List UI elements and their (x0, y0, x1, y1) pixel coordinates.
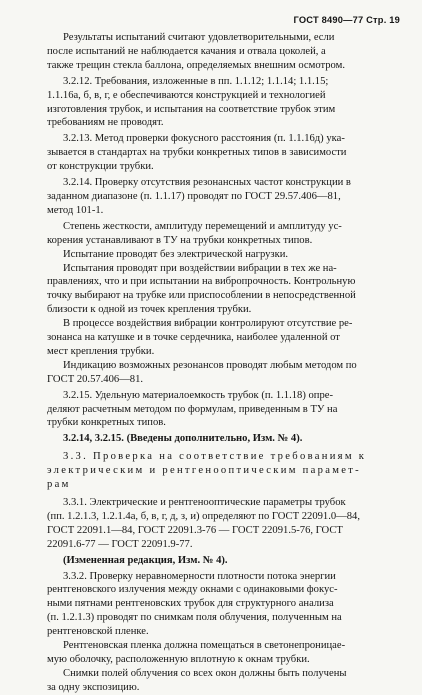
paragraph-resonance-control: В процессе воздействия вибрации контролируют отсутствие ре- зонанса на катушке и в точке сердечника, наиболее удаленной от мест крепления трубки. (47, 318, 353, 357)
paragraph-vibration-degree: Степень жесткости, амплитуду перемещений и амплитуду ус- корения устанавливают в ТУ на трубки конкретных типов. (47, 220, 342, 246)
paragraph-3-3-2: 3.3.2. Проверку неравномерности плотности потока энергии рентгеновского излучения между окнами с одинаковыми фокус- ными пятнами рентгеновских трубок для структурного анализа (п. 1.2.1.3) проводят по снимкам поля облучения, полученным на рентгеновской пленке. (47, 570, 342, 638)
amendment-note-1: 3.2.14, 3.2.15. (Введены дополнительно, Изм. № 4). (63, 433, 303, 445)
paragraph-3-2-14: 3.2.14. Проверку отсутствия резонансных частот конструкции в заданном диапазоне (п. 1.1.17) проводят по ГОСТ 29.57.406—81, метод 101-1. (47, 177, 351, 216)
document-body (47, 31, 395, 695)
paragraph-xray-film: Рентгеновская пленка должна помещаться в светонепроницае- мую оболочку, расположенную вплотную к окнам трубки. (47, 640, 346, 665)
paragraph-3-2-12: 3.2.12. Требования, изложенные в пп. 1.1.12; 1.1.14; 1.1.15; 1.1.16а, б, в, г, е обеспечиваются конструкцией и технологией изготовления трубок, и испытания на соответствие трубок этим требованиям не проводят. (47, 75, 336, 129)
paragraph-3-3-1: 3.3.1. Электрические и рентгенооптические параметры трубок (пп. 1.2.1.3, 1.2.1.4а, б, в, г, д, з, и) определяют по ГОСТ 22091.0—84, ГОСТ 22091.1—84, ГОСТ 22091.3-76 — ГОСТ 22091.5-76, ГОСТ 22091.6-77 — ГОСТ 22091.9-77. (47, 497, 361, 550)
paragraph-resonance-indication: Индикацию возможных резонансов проводят любым методом по ГОСТ 20.57.406—81. (47, 359, 357, 385)
page-header: ГОСТ 8490—77 Стр. 19 (293, 15, 400, 25)
paragraph-3-2-13: 3.2.13. Метод проверки фокусного расстояния (п. 1.1.16д) ука- зывается в стандартах на трубки конкретных типов в зависимости от конструкции трубки. (47, 133, 347, 173)
amendment-note-2: (Измененная редакция, Изм. № 4). (63, 554, 228, 566)
paragraph-test-results: Результаты испытаний считают удовлетворительными, если после испытаний не наблюдается качания и отвала цоколей, а также трещин стекла баллона, определяемых внешним осмотром. (47, 32, 345, 71)
paragraph-vibration-directions: Испытания проводят при воздействии вибрации в тех же на- правлениях, что и при испытании на вибропрочность. Контрольную точку выбирают на трубке или приспособлении в непосредственной близости к одной из точек крепления трубки. (47, 262, 356, 316)
section-heading-3-3: 3.3. Проверка на соответствие требованиям к электрическим и рентгенооптическим парамет- рам (47, 451, 367, 491)
paragraph-no-load: Испытание проводят без электрической нагрузки. (63, 248, 289, 260)
paragraph-exposure: Снимки полей облучения со всех окон должны быть получены за одну экспозицию. (47, 667, 347, 693)
paragraph-3-2-15: 3.2.15. Удельную материалоемкость трубок (п. 1.1.18) опре- деляют расчетным методом по формулам, приведенным в ТУ на трубки конкретных типов. (47, 389, 338, 429)
